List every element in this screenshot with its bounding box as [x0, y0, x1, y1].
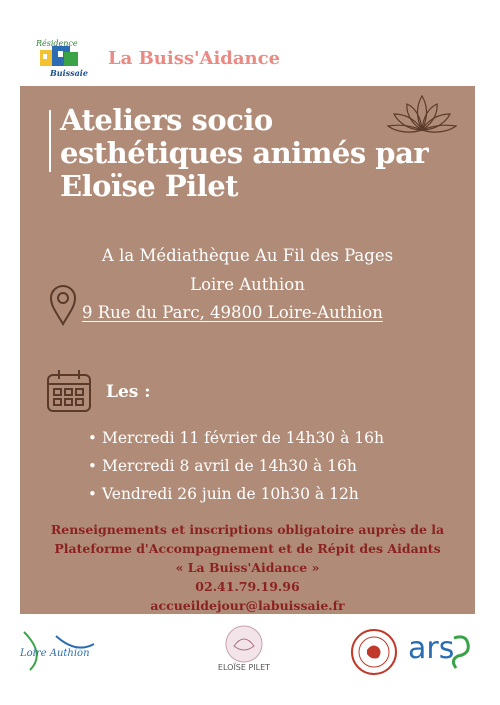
main-panel [20, 86, 475, 614]
email-link[interactable]: accueildejour@labuissaie.fr [150, 598, 345, 613]
calendar-icon [46, 368, 92, 414]
ars-logo [406, 628, 478, 676]
location-pin-icon [48, 284, 78, 326]
ars-text: ars [408, 631, 455, 666]
venue-line-2: Loire Authion [190, 275, 305, 294]
phone-number[interactable]: 02.41.79.19.96 [195, 579, 300, 594]
address-link[interactable]: 9 Rue du Parc, 49800 Loire-Authion [82, 303, 383, 322]
organization-name: La Buiss'Aidance [108, 48, 281, 69]
date-item: • Mercredi 8 avril de 14h30 à 16h [88, 452, 384, 480]
title-line-1: Ateliers socio [60, 103, 273, 137]
lotus-icon [386, 92, 458, 136]
logo-text-bottom: Buissaie [50, 68, 88, 78]
residence-logo [34, 36, 96, 80]
title-line-2: esthétiques animés par [60, 136, 429, 170]
loire-authion-text: Loire Authion [20, 648, 90, 659]
venue-line-1: A la Médiathèque Au Fil des Pages [101, 246, 394, 265]
info-line-1: Renseignements et inscriptions obligatoire auprès de la [50, 522, 445, 537]
eloise-pilet-logo [204, 624, 284, 678]
title-line-3: Eloïse Pilet [60, 169, 239, 203]
info-line-2: Plateforme d'Accompagnement et de Répit des Aidants [54, 541, 441, 556]
logo-text-top: Résidence [36, 39, 78, 48]
eloise-pilet-text: ELOÏSE PILET [217, 663, 271, 672]
title-accent-bar [49, 110, 51, 172]
info-line-3: « La Buiss'Aidance » [175, 560, 320, 575]
loire-authion-logo [16, 624, 102, 678]
page-title [60, 103, 429, 203]
department-seal-logo [350, 628, 398, 676]
info-block [20, 520, 475, 615]
dates-list [88, 424, 384, 508]
schedule-label: Les : [106, 382, 151, 402]
date-item: • Mercredi 11 février de 14h30 à 16h [88, 424, 384, 452]
date-item: • Vendredi 26 juin de 10h30 à 12h [88, 480, 384, 508]
